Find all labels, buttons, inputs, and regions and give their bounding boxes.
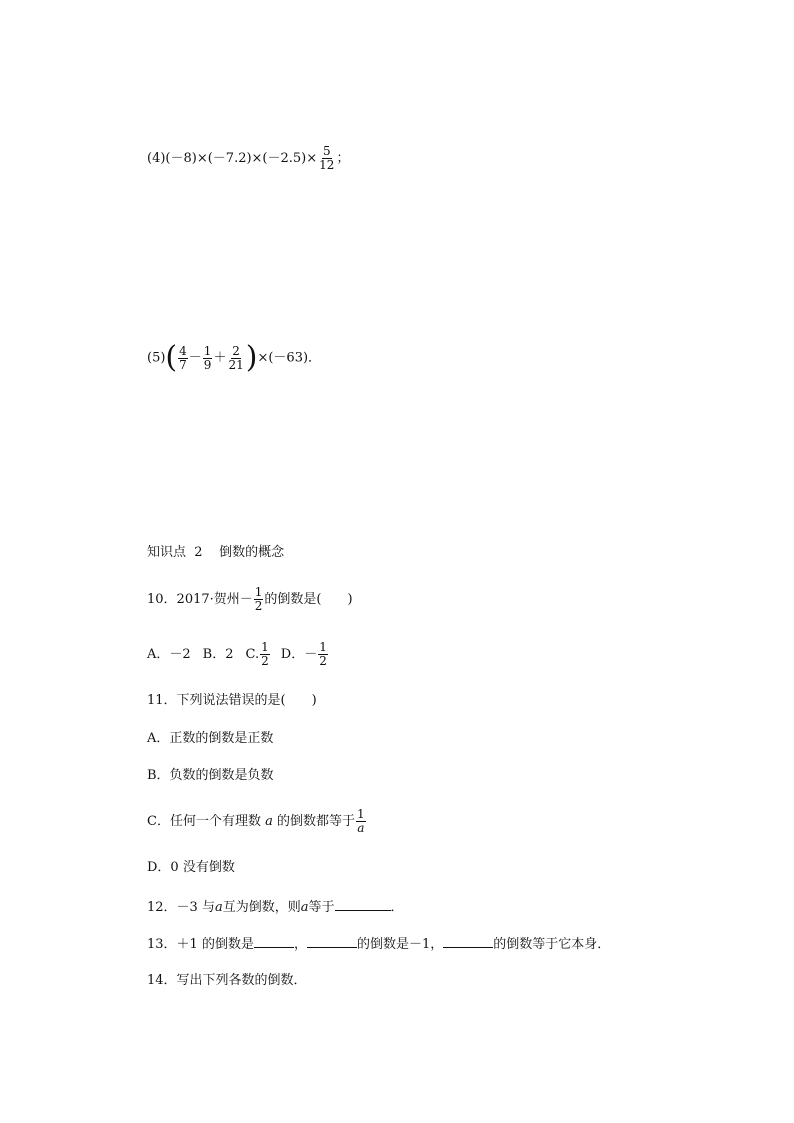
p5-fraction-3: $\frac{2}{21}$ (228, 343, 244, 372)
q11-option-a: A．正数的倒数是正数 (147, 731, 274, 746)
p5-fraction-2: $\frac{1}{9}$ (203, 343, 212, 372)
p4-prefix: (4)(－8)×(－7.2)×(－2.5)× (147, 151, 318, 166)
q10-stem-fraction: $\frac{1}{2}$ (254, 585, 263, 613)
answer-blank[interactable] (307, 935, 357, 948)
q11-option-b: B．负数的倒数是负数 (147, 768, 274, 783)
q10-option-b: B．2 (202, 647, 234, 662)
p4-fraction: $\frac{5}{12}$ (319, 144, 335, 172)
q11-option-d: D．0 没有倒数 (147, 860, 235, 875)
question-10: 10．2017·贺州－ $\frac{1}{2}$ 的倒数是( ) (147, 585, 353, 613)
q11-option-c: C．任何一个有理数 a 的倒数都等于 $\frac{1}{a}$ (147, 807, 365, 835)
q10-option-c: C. $\frac{1}{2}$ (245, 640, 269, 668)
problem-9-part-5: (5)( $\frac{4}{7}$ － $\frac{1}{9}$ ＋ $\frac{2}{21}$ )×(－63)． (147, 340, 322, 375)
question-14: 14．写出下列各数的倒数． (147, 973, 307, 988)
question-12: 12．－3 与a互为倒数，则a等于 ． (147, 900, 404, 915)
answer-blank[interactable] (254, 935, 294, 948)
section-title: 知识点 2 倒数的概念 (147, 545, 285, 560)
answer-blank[interactable] (443, 935, 493, 948)
q10-option-d: D．－ $\frac{1}{2}$ (280, 640, 327, 668)
question-10-options (147, 641, 329, 668)
q10-option-a: A．－2 (147, 647, 191, 662)
question-11-stem: 11．下列说法错误的是( ) (147, 693, 317, 708)
question-13: 13．＋1 的倒数是 ， 的倒数是－1， 的倒数等于它本身． (147, 937, 611, 952)
answer-blank[interactable] (335, 898, 391, 911)
problem-9-part-4: (4)(－8)×(－7.2)×(－2.5)× $\frac{5}{12}$ ； (147, 144, 350, 172)
p5-fraction-1: $\frac{4}{7}$ (179, 343, 187, 372)
q11-c-fraction: $\frac{1}{a}$ (357, 807, 365, 835)
